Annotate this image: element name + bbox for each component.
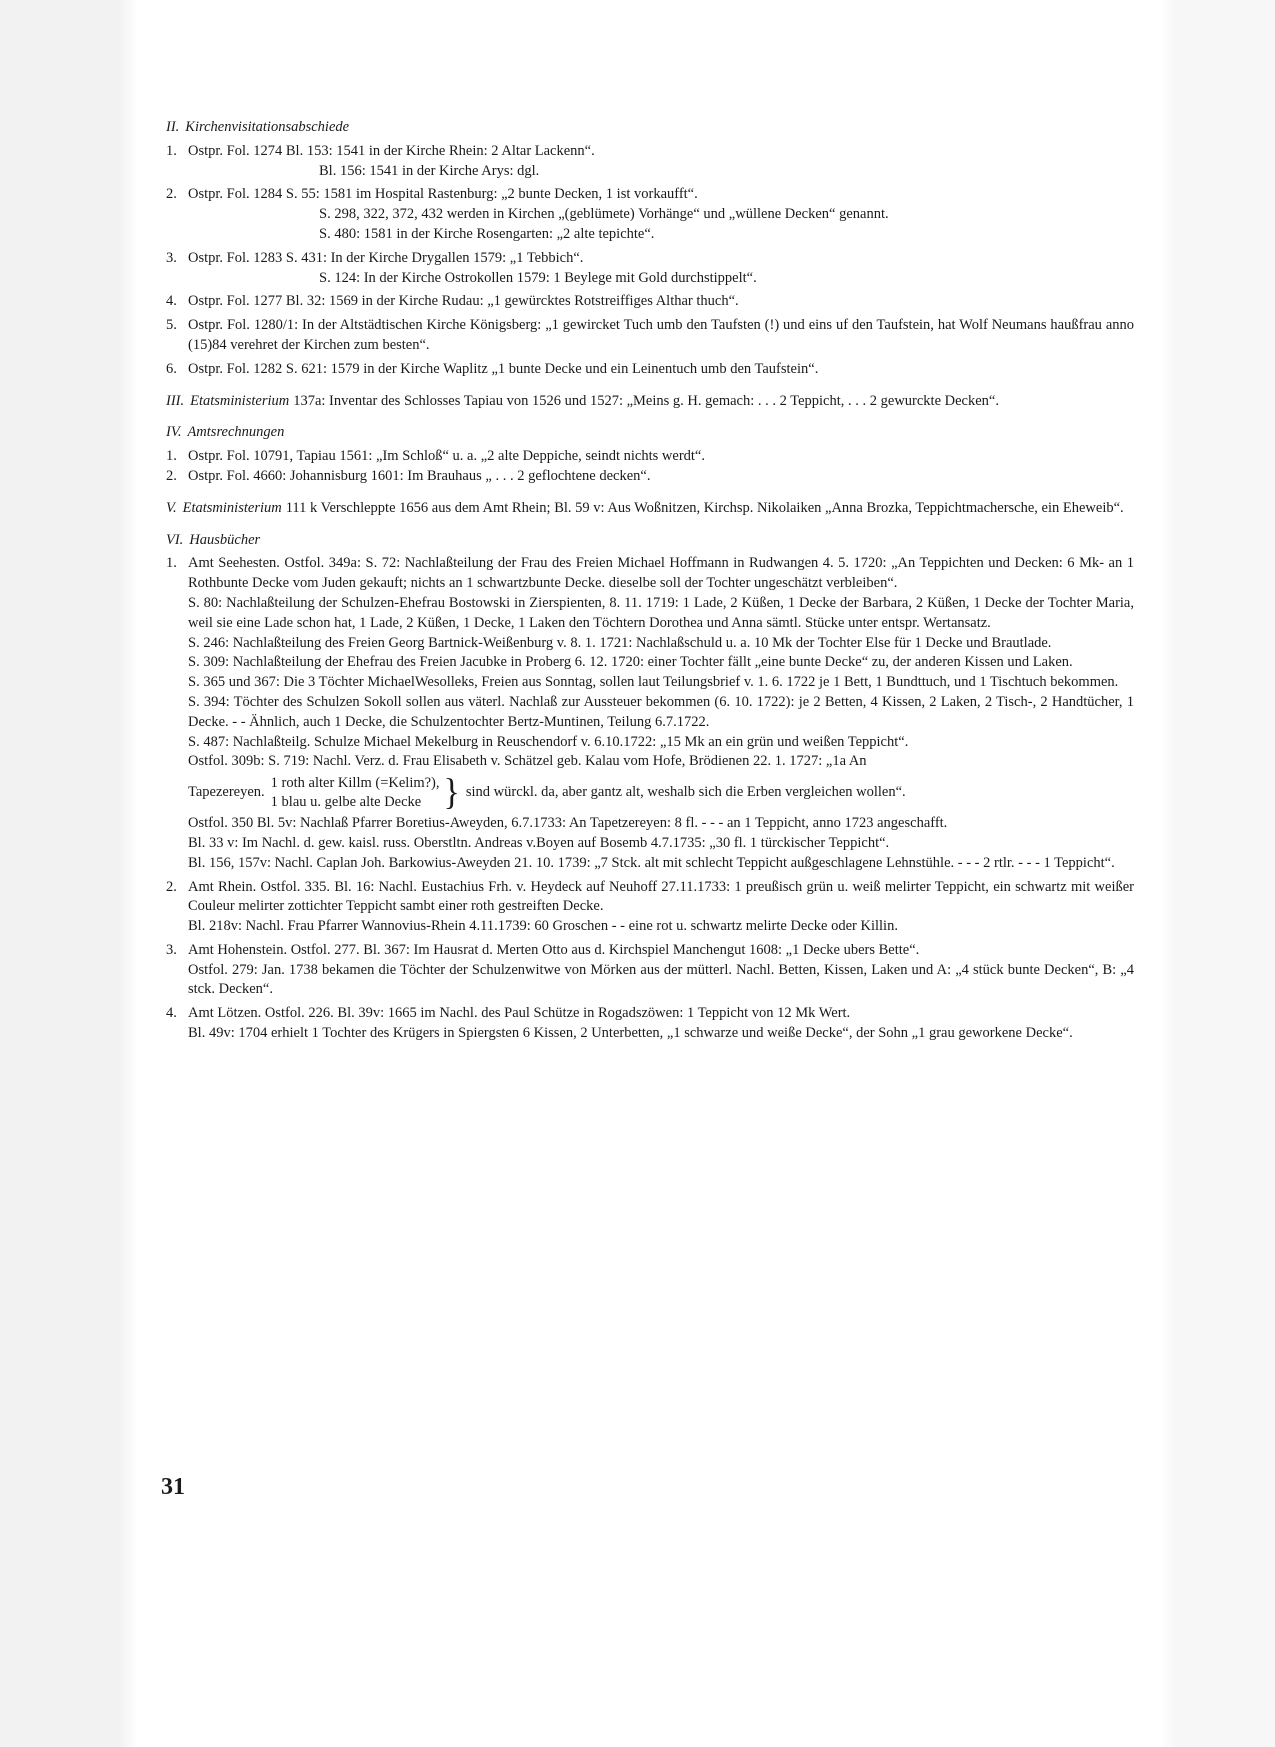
section-ii-numeral: II. (166, 119, 180, 135)
item-text: Ostpr. Fol. 1280/1: In der Altstädtischen Kirche Königsberg: „1 gewircket Tuch umb den Taufsten (!) und eins uf den Taufstein, hat Wolf Neumans haußfrau anno (15)84 verehret der Kirchen zum besten“. (188, 317, 1134, 353)
list-item (166, 941, 1134, 1000)
tapestry-list (188, 774, 1134, 812)
item-number: 2. (166, 878, 177, 895)
item-number: 2. (166, 186, 177, 203)
item-line: Ostpr. Fol. 1282 S. 621: 1579 in der Kirche Waplitz „1 bunte Decke und ein Leinentuch umb den Taufstein“. (188, 360, 819, 377)
item-subline: S. 298, 322, 372, 432 werden in Kirchen „(geblümete) Vorhänge“ und „wüllene Decken“ genannt. (319, 206, 889, 223)
list-item (166, 878, 1134, 937)
brace-icon: } (443, 772, 460, 813)
tapestry-line: 1 blau u. gelbe alte Decke (270, 794, 422, 811)
item-number: 2. (166, 467, 177, 484)
item-paragraph: S. 394: Töchter des Schulzen Sokoll sollen aus väterl. Nachlaß zur Aussteuer bekommen (6. 10. 1722): je 2 Betten, 4 Kissen, 2 Laken, 2 Tisch-, 2 Handtücher, 1 Decke. - - Ähnlich, auch 1 Decke, die Schulzentochter Bertz-Muntinen, Teilung 6.7.1722. (188, 693, 1134, 730)
item-paragraph: Ostfol. 309b: S. 719: Nachl. Verz. d. Frau Elisabeth v. Schätzel geb. Kalau vom Hofe, Brödienen 22. 1. 1727: „1a An (188, 753, 867, 770)
tapestry-line: 1 roth alter Killm (=Kelim?), (270, 775, 440, 792)
section-v-numeral: V. (166, 499, 177, 516)
section-iv-numeral: IV. (166, 424, 182, 441)
item-number: 4. (166, 293, 177, 310)
item-subline: Bl. 156: 1541 in der Kirche Arys: dgl. (319, 162, 540, 179)
item-paragraph: S. 246: Nachlaßteilung des Freien Georg Bartnick-Weißenburg v. 8. 1. 1721: Nachlaßschuld u. a. 10 Mk der Tochter Else für 1 Decke und Brautlade. (188, 634, 1052, 651)
section-ii-title: Kirchenvisitationsabschiede (185, 119, 350, 135)
item-line: Ostpr. Fol. 1274 Bl. 153: 1541 in der Kirche Rhein: 2 Altar Lackenn“. (188, 142, 595, 159)
item-number: 1. (166, 448, 177, 465)
section-ii-heading (166, 118, 1134, 138)
item-paragraph: S. 80: Nachlaßteilung der Schulzen-Ehefrau Bostowski in Zierspienten, 8. 11. 1719: 1 Lade, 2 Küßen, 1 Decke der Barbara, 2 Küßen, 1 Decke der Tochter Maria, weil sie eine Lade schon hat, 1 Lade, 2 Küßen, 1 Decke, 1 Laken den Töchtern Dorothea und Anna sämtl. Stücke unter entspr. Wertansatz. (188, 594, 1134, 631)
section-vi-numeral: VI. (166, 531, 184, 548)
item-number: 3. (166, 941, 177, 958)
item-paragraph: Amt Hohenstein. Ostfol. 277. Bl. 367: Im Hausrat d. Merten Otto aus d. Kirchspiel Manchengut 1608: „1 Decke ubers Bette“. (188, 941, 920, 958)
section-iii-numeral: III. (166, 392, 185, 409)
item-subline: S. 480: 1581 in der Kirche Rosengarten: „2 alte tepichte“. (319, 225, 655, 242)
list-item (166, 142, 1134, 182)
item-paragraph: S. 487: Nachlaßteilg. Schulze Michael Mekelburg in Reuschendorf v. 6.10.1722: „15 Mk an ein grün und weißen Teppicht“. (188, 733, 909, 750)
item-paragraph: Bl. 33 v: Im Nachl. d. gew. kaisl. russ. Oberstltn. Andreas v.Boyen auf Bosemb 4.7.1735: „30 fl. 1 türckischer Teppicht“. (188, 834, 890, 851)
item-paragraph: Amt Seehesten. Ostfol. 349a: S. 72: Nachlaßteilung der Frau des Freien Michael Hoffmann in Rudwangen 4. 5. 1720: „An Teppichten und Decken: 6 Mk- an 1 Rothbunte Decke vom Juden gekauft; nichts an 1 schwartzbunte Decke. dieselbe soll der Tochter ungeschätzt verbleiben“. (188, 555, 1134, 592)
item-paragraph: Amt Lötzen. Ostfol. 226. Bl. 39v: 1665 im Nachl. des Paul Schütze in Rogadszöwen: 1 Teppicht von 12 Mk Wert. (188, 1005, 851, 1022)
item-paragraph: Ostfol. 279: Jan. 1738 bekamen die Töchter der Schulzenwitwe von Mörken aus der mütterl. Nachl. Betten, Kissen, Laken und A: „4 stück bunte Decken“, B: „4 stck. Decken“. (188, 961, 1134, 998)
item-line: Ostpr. Fol. 1277 Bl. 32: 1569 in der Kirche Rudau: „1 gewürcktes Rotstreiffiges Althar thuch“. (188, 293, 739, 310)
section-iv-title: Amtsrechnungen (187, 424, 285, 441)
section-v-text: 111 k Verschleppte 1656 aus dem Amt Rhein; Bl. 59 v: Aus Woßnitzen, Kirchsp. Nikolaiken „Anna Brozka, Teppichtmachersche, ein Eheweib“. (285, 499, 1124, 516)
item-subline: S. 124: In der Kirche Ostrokollen 1579: 1 Beylege mit Gold durchstippelt“. (319, 269, 757, 286)
item-text: Ostpr. Fol. 10791, Tapiau 1561: „Im Schloß“ u. a. „2 alte Deppiche, seindt nichts werdt“. (188, 448, 705, 465)
section-iii (166, 392, 1134, 412)
section-vi-title: Hausbücher (189, 531, 261, 548)
item-paragraph: S. 309: Nachlaßteilung der Ehefrau des Freien Jacubke in Proberg 6. 12. 1720: einer Tochter fällt „eine bunte Decke“ zu, der anderen Kissen und Laken. (188, 654, 1073, 671)
list-item (166, 1004, 1134, 1044)
item-number: 5. (166, 317, 177, 334)
tapestry-lead: Tapezereyen. (188, 784, 265, 801)
item-paragraph: Ostfol. 350 Bl. 5v: Nachlaß Pfarrer Boretius-Aweyden, 6.7.1733: An Tapetzereyen: 8 fl. - - - an 1 Teppicht, anno 1723 angeschafft. (188, 815, 948, 832)
list-item (166, 467, 1134, 487)
list-item (166, 316, 1134, 356)
item-line: Ostpr. Fol. 1283 S. 431: In der Kirche Drygallen 1579: „1 Tebbich“. (188, 249, 584, 266)
item-paragraph: S. 365 und 367: Die 3 Töchter MichaelWesolleks, Freien aus Sonntag, sollen laut Teilungsbrief v. 1. 6. 1722 je 1 Bett, 1 Bundttuch, und 1 Tischtuch bekommen. (188, 674, 1119, 691)
item-text: Ostpr. Fol. 4660: Johannisburg 1601: Im Brauhaus „ . . . 2 geflochtene decken“. (188, 467, 651, 484)
list-item (166, 185, 1134, 244)
item-number: 3. (166, 249, 177, 266)
item-paragraph: Bl. 218v: Nachl. Frau Pfarrer Wannovius-Rhein 4.11.1739: 60 Groschen - - eine rot u. schwartz melirte Decke oder Killin. (188, 918, 898, 935)
section-iii-text: 137a: Inventar des Schlosses Tapiau von 1526 und 1527: „Meins g. H. gemach: . . . 2 Teppicht, . . . 2 gewurckte Decken“. (293, 392, 999, 409)
section-iv-heading (166, 423, 1134, 443)
list-item (166, 447, 1134, 467)
item-paragraph: Bl. 156, 157v: Nachl. Caplan Joh. Barkowius-Aweyden 21. 10. 1739: „7 Stck. alt mit schlecht Teppicht außgeschlagene Lehnstühle. - - - 2 rtlr. - - - 1 Teppicht“. (188, 854, 1115, 871)
section-iii-label: Etatsministerium (190, 392, 290, 409)
item-line: Ostpr. Fol. 1284 S. 55: 1581 im Hospital Rastenburg: „2 bunte Decken, 1 ist vorkaufft“. (188, 186, 698, 203)
item-number: 4. (166, 1005, 177, 1022)
list-item (166, 554, 1134, 873)
document-body (166, 118, 1134, 1044)
item-number: 1. (166, 555, 177, 572)
item-paragraph: Amt Rhein. Ostfol. 335. Bl. 16: Nachl. Eustachius Frh. v. Heydeck auf Neuhoff 27.11.1733: 1 preußisch grün u. weiß melirter Teppicht, ein schwartz mit weißer Couleur melirter zottichter Teppicht sambt einer roth gestreiften Decke. (188, 878, 1134, 915)
item-number: 1. (166, 142, 177, 159)
section-v (166, 499, 1134, 519)
list-item (166, 249, 1134, 289)
list-item (166, 292, 1134, 312)
item-number: 6. (166, 360, 177, 377)
section-v-label: Etatsministerium (182, 499, 282, 516)
list-item (166, 360, 1134, 380)
item-paragraph: Bl. 49v: 1704 erhielt 1 Tochter des Krügers in Spiergsten 6 Kissen, 2 Unterbetten, „1 schwarze und weiße Decke“, der Sohn „1 grau geworkene Decke“. (188, 1025, 1073, 1042)
page-number: 31 (161, 1474, 185, 1500)
tapestry-tail: sind würckl. da, aber gantz alt, weshalb sich die Erben vergleichen wollen“. (465, 784, 906, 801)
section-vi-heading (166, 531, 1134, 551)
